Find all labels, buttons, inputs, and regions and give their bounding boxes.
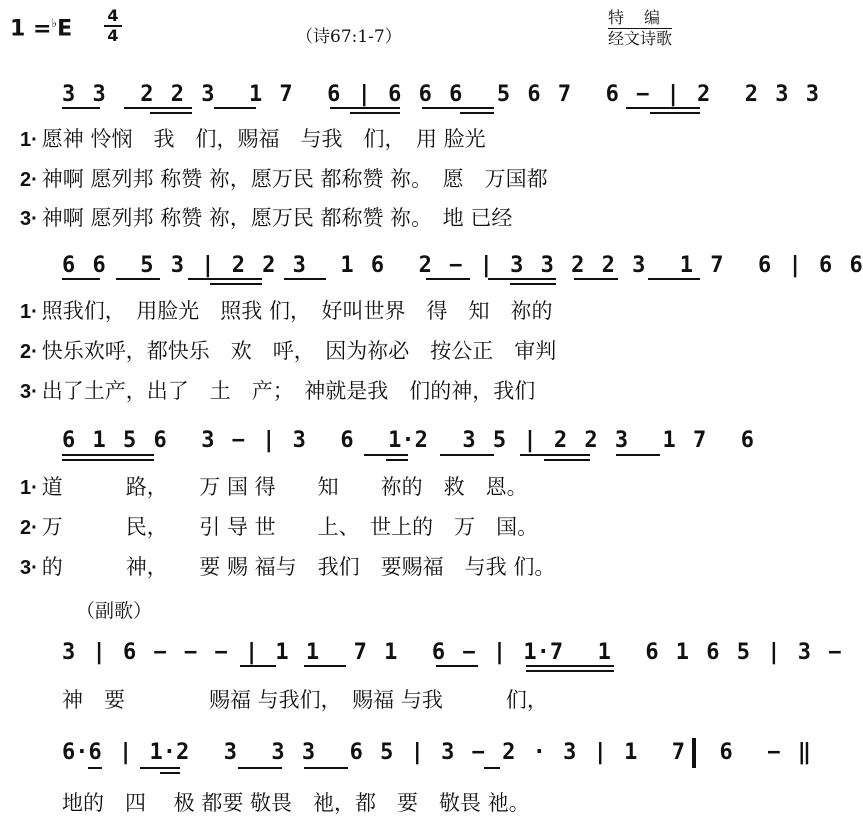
chorus-line-2-notes: 6·6 | 1·2 3 3 3 6 5 | 3 − 2 · 3 | 1 7 6 − ‖ (62, 740, 812, 765)
chorus-label: （副歌） (76, 600, 153, 622)
system-1-verse-1: 1· 愿神 怜悯 我 们，赐福 与我 们， 用 脸光 (20, 127, 486, 151)
key-signature: 1 =♭E (10, 16, 73, 42)
system-3-verse-3: 3· 的 神， 要 赐 福与 我们 要赐福 与我 们。 (20, 555, 556, 579)
system-2-verse-3: 3· 出了土产，出了 土 产； 神就是我 们的神，我们 (20, 379, 536, 403)
arranger-credit: 特 编 (608, 8, 672, 29)
system-3-verse-2: 2· 万 民， 引 导 世 上、 世上的 万 国。 (20, 515, 539, 539)
system-3-notes: 6 1 5 6 3 − | 3 6 1·2 3 5 | 2 2 3 1 7 6 (62, 428, 755, 453)
meter-bottom: 4 (107, 26, 119, 45)
source-credit: 经文诗歌 (608, 29, 673, 48)
system-3-verse-1: 1· 道 路， 万 国 得 知 祢的 救 恩。 (20, 475, 528, 499)
system-1-notes: 3 3 2 2 3 1 7 6 | 6 6 6 5 6 7 6 − | 2 2 3 3 (62, 82, 820, 107)
system-1-verse-2: 2· 神啊 愿列邦 称赞 祢，愿万民 都称赞 祢。 愿 万国都 (20, 167, 548, 191)
scripture-reference: （诗67:1-7） (296, 27, 402, 47)
chorus-line-2-lyrics: 地的 四 极 都要 敬畏 祂，都 要 敬畏 祂。 (62, 791, 530, 815)
meter-top: 4 (107, 6, 119, 25)
system-2-notes: 6 6 5 3 | 2 2 3 1 6 2 − | 3 3 2 2 3 1 7 6 | 6 6 (62, 253, 863, 278)
chorus-line-1-notes: 3 | 6 − − − | 1 1 7 1 6 − | 1·7 1 6 1 6 5 | 3 − (62, 640, 842, 665)
system-1-verse-3: 3· 神啊 愿列邦 称赞 祢，愿万民 都称赞 祢。 地 已经 (20, 206, 513, 230)
chorus-line-1-lyrics: 神 要 赐福 与我们， 赐福 与我 们， (62, 688, 548, 712)
system-2-verse-1: 1· 照我们， 用脸光 照我 们， 好叫世界 得 知 祢的 (20, 299, 553, 323)
system-2-verse-2: 2· 快乐欢呼，都快乐 欢 呼， 因为祢必 按公正 审判 (20, 339, 557, 363)
